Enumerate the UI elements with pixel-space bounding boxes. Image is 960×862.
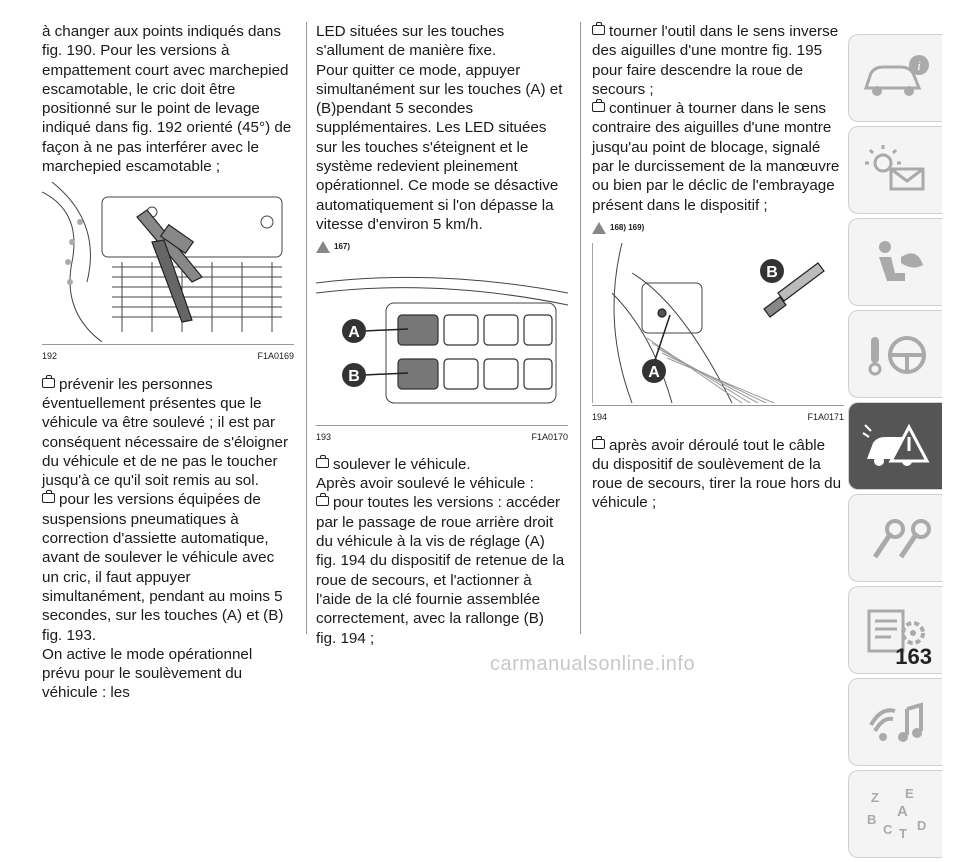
column-1 xyxy=(42,22,294,703)
svg-text:A: A xyxy=(896,803,908,820)
bullet-text: tourner l'outil dans le sens inverse des aiguilles d'une montre fig. 195 pour faire descendre la roue de secours ; xyxy=(592,23,839,98)
figure-code: F1A0171 xyxy=(807,412,844,423)
figure-caption xyxy=(592,405,844,427)
bullet-text: pour toutes les versions : accéder par le passage de roue arrière droit du véhicule à la vis de réglage (A) fig. 194 du dispositif de retenue de la roue de secours, et l'actionner à l'aide de la clé fournie assemblée correctement, avec la rallonge (B) fig. 194 ; xyxy=(316,494,565,647)
warning-lights-icon xyxy=(861,145,931,195)
figure-192 xyxy=(42,182,294,366)
multimedia-icon xyxy=(861,697,931,747)
bullet-icon xyxy=(592,439,605,449)
tab-in-an-emergency[interactable] xyxy=(848,402,942,490)
svg-text:T: T xyxy=(898,826,907,841)
bullet-item xyxy=(592,22,844,99)
watermark: carmanualsonline.info xyxy=(490,653,696,675)
figure-caption xyxy=(316,425,568,447)
jack-illustration xyxy=(42,182,294,342)
bullet-text: pour les versions équipées de suspensions pneumatiques à correction d'assiette automatique, avant de soulever le véhicule avec un cric, il faut appuyer simultanément, pendant au moins 5 secondes, sur les touches (A) et (B) fig. 193. xyxy=(42,491,284,644)
tab-warning-lights[interactable] xyxy=(848,126,942,214)
warning-triangle-icon xyxy=(592,222,606,234)
bullet-icon xyxy=(42,493,55,503)
column-2 xyxy=(316,22,568,648)
svg-text:E: E xyxy=(904,786,914,801)
warning-triangle-icon xyxy=(316,241,330,253)
car-info-icon xyxy=(861,53,931,103)
paragraph: Après avoir soulevé le véhicule : xyxy=(316,475,534,493)
bullet-item xyxy=(316,455,568,474)
paragraph: LED situées sur les touches s'allument de manière fixe. xyxy=(316,23,505,60)
svg-text:i: i xyxy=(916,58,921,73)
warning-reference: 167) xyxy=(316,237,568,256)
bullet-text: soulever le véhicule. xyxy=(333,455,471,473)
bullet-item xyxy=(42,375,294,491)
bullet-icon xyxy=(592,25,605,35)
air-suspension-buttons-illustration xyxy=(316,263,568,423)
bullet-text: continuer à tourner dans le sens contraire des aiguilles d'une montre jusqu'au point de blocage, signalé par le durcissement de la manœuvre ou bien par le déclic de l'embrayage présent dans le dispositif ; xyxy=(592,100,840,214)
tab-multimedia[interactable] xyxy=(848,678,942,766)
bullet-item xyxy=(42,490,294,644)
svg-text:D: D xyxy=(916,818,926,833)
tab-maintenance[interactable] xyxy=(848,494,942,582)
paragraph: à changer aux points indiqués dans fig. 190. Pour les versions à empattement court avec marchepied escamotable, le cric doit être positionné sur le point de levage indiqué dans fig. 192 orienté (45°) de façon à ne pas interférer avec le marchepied escamotable ; xyxy=(42,23,292,176)
key-steering-wheel-icon xyxy=(861,329,931,379)
label-a: A xyxy=(348,323,360,341)
bullet-text: prévenir les personnes éventuellement présentes que le véhicule va être soulevé ; il est par conséquent nécessaire de s'éloigner du véhicule et de ne pas le toucher jusqu'à ce qu'il soit remis au sol. xyxy=(42,375,289,490)
tab-safety[interactable] xyxy=(848,218,942,306)
paragraph: On active le mode opérationnel prévu pour le soulèvement du véhicule : les xyxy=(42,645,253,702)
tab-car-info[interactable] xyxy=(848,34,942,122)
bullet-icon xyxy=(316,458,329,468)
page-number: 163 xyxy=(895,644,932,669)
figure-194 xyxy=(592,243,844,427)
warning-reference: 168) 169) xyxy=(592,218,844,237)
column-divider xyxy=(580,22,581,634)
bullet-icon xyxy=(42,378,55,388)
bullet-icon xyxy=(592,102,605,112)
wrench-maintenance-icon xyxy=(861,513,931,563)
figure-number: 194 xyxy=(592,412,608,423)
car-breakdown-icon xyxy=(861,421,931,471)
chapter-tabs xyxy=(848,34,942,862)
figure-number: 193 xyxy=(316,431,332,442)
tab-starting-driving[interactable] xyxy=(848,310,942,398)
figure-code: F1A0169 xyxy=(257,351,294,362)
spare-wheel-tool-illustration xyxy=(592,243,844,403)
bullet-item xyxy=(592,436,844,513)
bullet-text: après avoir déroulé tout le câble du dispositif de soulèvement de la roue de secours, tirer la roue hors du véhicule ; xyxy=(592,436,842,512)
svg-text:Z: Z xyxy=(870,790,879,805)
label-b: B xyxy=(348,367,360,385)
label-a: A xyxy=(648,364,660,382)
index-letters-icon xyxy=(861,786,931,842)
figure-caption xyxy=(42,344,294,366)
bullet-item xyxy=(316,493,568,647)
tab-index[interactable] xyxy=(848,770,942,858)
column-divider xyxy=(306,22,307,634)
figure-code: F1A0170 xyxy=(531,431,568,442)
column-3 xyxy=(592,22,844,513)
label-b: B xyxy=(766,264,778,282)
svg-text:B: B xyxy=(866,812,876,827)
paragraph: Pour quitter ce mode, appuyer simultanément sur les touches (A) et (B)pendant 5 secondes supplémentaires. Les LED situées sur les touches s'éteignent et le système redevient pleinement opérationnel. Ce mode se désactive automatiquement si l'on dépasse la vitesse d'environ 5 km/h. xyxy=(316,61,563,233)
bullet-item xyxy=(592,99,844,215)
bullet-icon xyxy=(316,496,329,506)
figure-193 xyxy=(316,263,568,447)
svg-text:C: C xyxy=(882,822,892,837)
figure-number: 192 xyxy=(42,351,58,362)
airbag-seat-icon xyxy=(861,237,931,287)
